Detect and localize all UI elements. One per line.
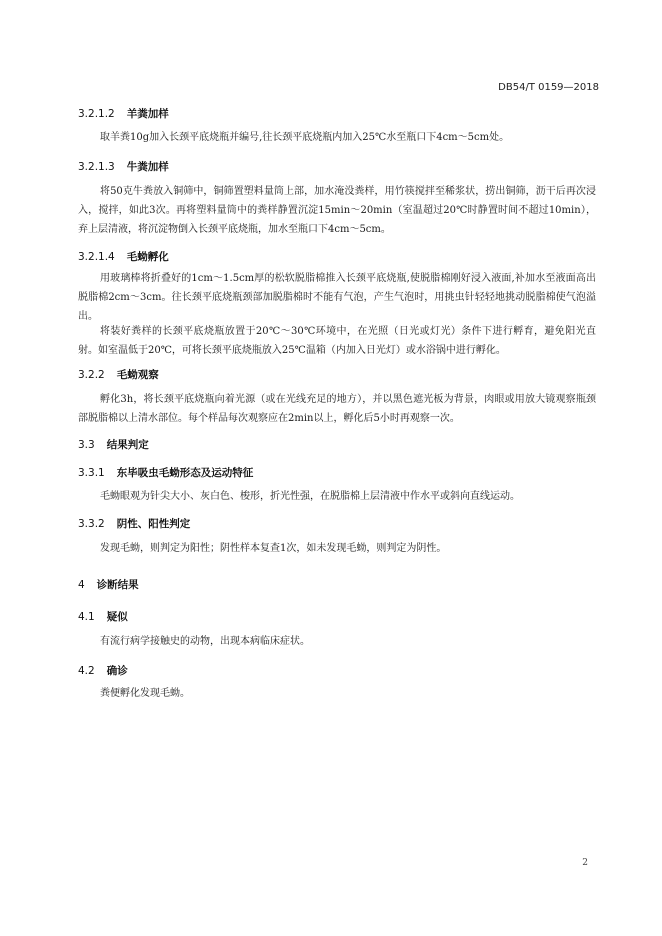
section-title: 东毕吸虫毛蚴形态及运动特征 bbox=[116, 467, 254, 479]
section-title: 诊断结果 bbox=[96, 579, 139, 591]
section-title: 疑似 bbox=[106, 611, 128, 623]
section-title: 阴性、阳性判定 bbox=[116, 518, 191, 530]
section-title: 结果判定 bbox=[106, 439, 149, 451]
section-number: 4 bbox=[78, 579, 85, 591]
section-heading-4-2 bbox=[78, 663, 598, 678]
section-heading-3-2-1-3 bbox=[78, 159, 598, 174]
paragraph-positive-negative: 发现毛蚴，则判定为阳性；阴性样本复查1次，如未发现毛蚴，则判定为阴性。 bbox=[100, 543, 447, 554]
section-heading-4-1 bbox=[78, 609, 598, 624]
page-number: 2 bbox=[582, 858, 588, 868]
section-title: 牛粪加样 bbox=[126, 161, 169, 173]
section-heading-3-3 bbox=[78, 437, 598, 452]
section-title: 羊粪加样 bbox=[126, 108, 169, 120]
section-number: 4.2 bbox=[78, 665, 95, 677]
section-title: 确诊 bbox=[106, 665, 128, 677]
section-number: 3.3.1 bbox=[78, 467, 105, 479]
section-number: 4.1 bbox=[78, 611, 95, 623]
paragraph-cattle-feces: 将50克牛粪放入铜筛中，铜筛置塑料量筒上部，加水淹没粪样，用竹筷搅拌至稀浆状，捞出铜筛，沥干后再次浸入，搅拌，如此3次。再将塑料量筒中的粪样静置沉淀15min～20min（室温超过20℃时静置时间不超过10min），弃上层清液，将沉淀物倒入长颈平底烧瓶，加水至瓶口下4cm～5cm。 bbox=[78, 186, 596, 235]
section-heading-3-3-2 bbox=[78, 516, 598, 531]
section-number: 3.3 bbox=[78, 439, 95, 451]
section-number: 3.2.1.2 bbox=[78, 108, 115, 120]
document-code: DB54/T 0159—2018 bbox=[498, 82, 599, 93]
paragraph-hatching-setup: 用玻璃棒将折叠好的1cm～1.5cm厚的松软脱脂棉推入长颈平底烧瓶,使脱脂棉刚好浸入液面,补加水至液面高出脱脂棉2cm～3cm。往长颈平底烧瓶颈部加脱脂棉时不能有气泡，产生气泡时，用挑虫针轻轻地挑动脱脂棉使气泡溢出。 bbox=[78, 273, 596, 322]
section-heading-3-2-1-2 bbox=[78, 106, 598, 121]
section-heading-4 bbox=[78, 577, 598, 592]
section-heading-3-2-1-4 bbox=[78, 249, 598, 264]
paragraph-hatching-conditions: 将装好粪样的长颈平底烧瓶放置于20℃～30℃环境中，在光照（日光或灯光）条件下进行孵育，避免阳光直射。如室温低于20℃，可将长颈平底烧瓶放入25℃温箱（内加入日光灯）或水浴锅中进行孵化。 bbox=[78, 326, 596, 356]
paragraph-suspected: 有流行病学接触史的动物，出现本病临床症状。 bbox=[100, 636, 310, 647]
section-number: 3.2.1.4 bbox=[78, 251, 115, 263]
section-number: 3.2.1.3 bbox=[78, 161, 115, 173]
paragraph-sheep-feces: 取羊粪10g加入长颈平底烧瓶并编号,往长颈平底烧瓶内加入25℃水至瓶口下4cm～5cm处。 bbox=[100, 132, 510, 143]
paragraph-observation: 孵化3h，将长颈平底烧瓶向着光源（或在光线充足的地方），并以黑色遮光板为背景，肉眼或用放大镜观察瓶颈部脱脂棉以上清水部位。每个样品每次观察应在2min以上，孵化后5小时再观察一次。 bbox=[78, 394, 596, 424]
section-heading-3-3-1 bbox=[78, 465, 598, 480]
section-title: 毛蚴观察 bbox=[116, 369, 159, 381]
section-title: 毛蚴孵化 bbox=[126, 251, 169, 263]
paragraph-miracidium-features: 毛蚴眼观为针尖大小、灰白色、梭形，折光性强，在脱脂棉上层清液中作水平或斜向直线运动。 bbox=[100, 491, 520, 502]
paragraph-confirmed: 粪便孵化发现毛蚴。 bbox=[100, 688, 190, 699]
section-heading-3-2-2 bbox=[78, 367, 598, 382]
section-number: 3.3.2 bbox=[78, 518, 105, 530]
section-number: 3.2.2 bbox=[78, 369, 105, 381]
